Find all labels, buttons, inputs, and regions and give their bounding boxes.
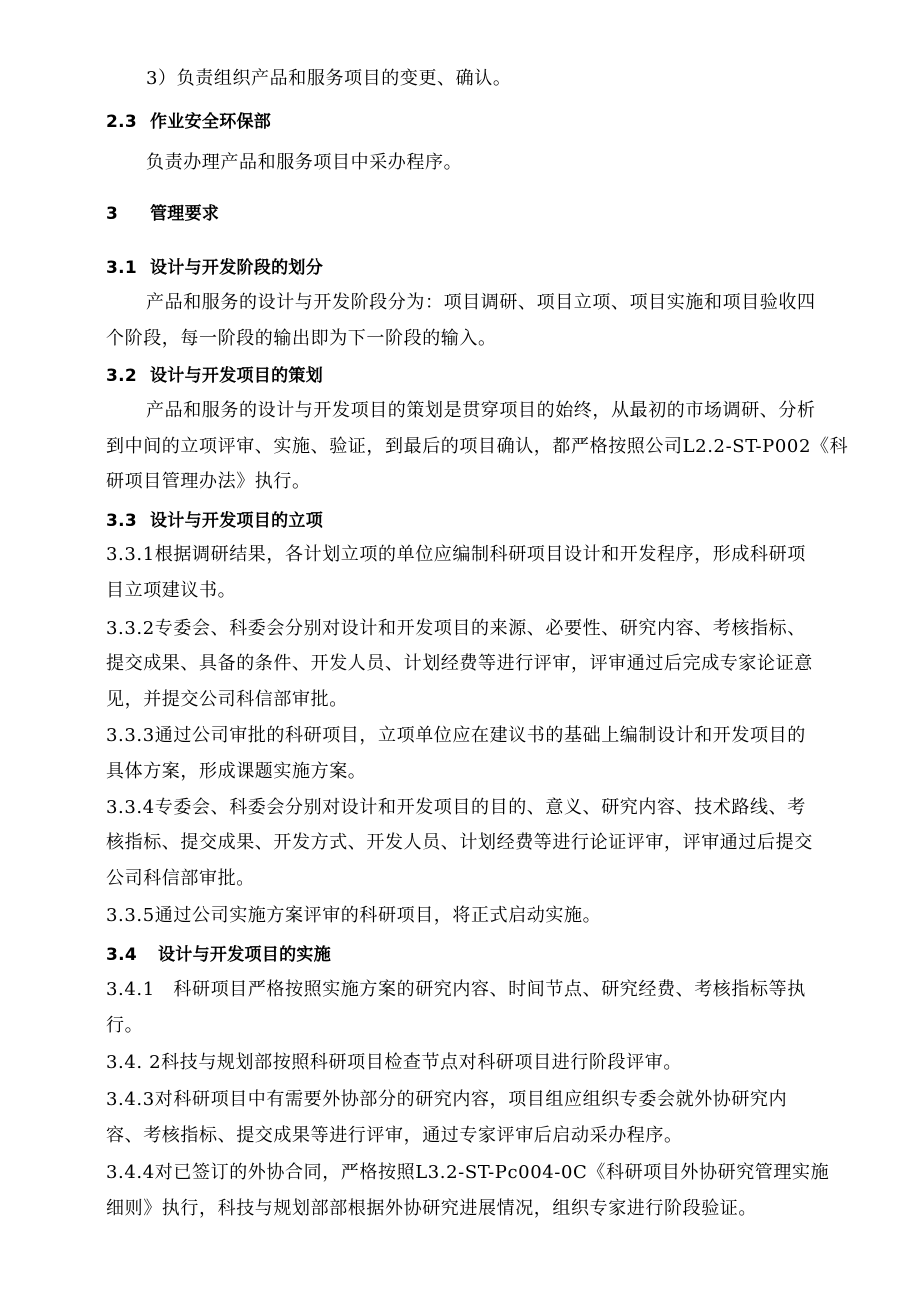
paragraph-line: 到中间的立项评审、实施、验证，到最后的项目确认，都严格按照公司L2.2-ST-P002《科 bbox=[106, 436, 849, 457]
paragraph-line: 3.4.1 科研项目严格按照实施方案的研究内容、时间节点、研究经费、考核指标等执 bbox=[106, 979, 806, 1000]
section-heading-3-4 bbox=[106, 943, 331, 967]
paragraph-line: 负责办理产品和服务项目中采办程序。 bbox=[146, 152, 463, 173]
paragraph-line: 行。 bbox=[106, 1015, 144, 1036]
heading-title: 作业安全环保部 bbox=[150, 112, 272, 132]
heading-title: 设计与开发项目的策划 bbox=[150, 366, 323, 386]
paragraph-line: 个阶段，每一阶段的输出即为下一阶段的输入。 bbox=[106, 328, 497, 349]
paragraph-line: 提交成果、具备的条件、开发人员、计划经费等进行评审，评审通过后完成专家论证意 bbox=[106, 653, 813, 674]
paragraph-line: 公司科信部审批。 bbox=[106, 868, 255, 889]
paragraph-line: 3.3.2专委会、科委会分别对设计和开发项目的来源、必要性、研究内容、考核指标、 bbox=[106, 618, 806, 639]
paragraph-line: 产品和服务的设计与开发阶段分为：项目调研、项目立项、项目实施和项目验收四 bbox=[146, 292, 816, 313]
heading-title: 设计与开发阶段的划分 bbox=[150, 258, 323, 278]
paragraph-line: 目立项建议书。 bbox=[106, 580, 237, 601]
paragraph-line: 见，并提交公司科信部审批。 bbox=[106, 689, 348, 710]
heading-number: 3.4 bbox=[106, 945, 138, 965]
heading-title: 管理要求 bbox=[150, 204, 220, 224]
heading-number: 3 bbox=[106, 204, 119, 224]
section-heading-3-3 bbox=[106, 509, 323, 533]
paragraph-line: 产品和服务的设计与开发项目的策划是贯穿项目的始终，从最初的市场调研、分析 bbox=[146, 400, 816, 421]
paragraph-line: 3.4. 2科技与规划部按照科研项目检查节点对科研项目进行阶段评审。 bbox=[106, 1052, 682, 1073]
heading-title: 设计与开发项目的实施 bbox=[158, 945, 331, 965]
section-heading-3-1 bbox=[106, 256, 323, 280]
paragraph-line: 细则》执行，科技与规划部部根据外协研究进展情况，组织专家进行阶段验证。 bbox=[106, 1198, 757, 1219]
paragraph-line: 3.4.3对科研项目中有需要外协部分的研究内容，项目组应组织专委会就外协研究内 bbox=[106, 1089, 788, 1110]
list-item: 3）负责组织产品和服务项目的变更、确认。 bbox=[146, 68, 512, 89]
section-heading-2-3 bbox=[106, 110, 271, 134]
paragraph-line: 容、考核指标、提交成果等进行评审，通过专家评审后启动采办程序。 bbox=[106, 1125, 683, 1146]
paragraph-line: 3.3.1根据调研结果，各计划立项的单位应编制科研项目设计和开发程序，形成科研项 bbox=[106, 544, 806, 565]
heading-number: 3.1 bbox=[106, 258, 138, 278]
heading-number: 2.3 bbox=[106, 112, 138, 132]
heading-title: 设计与开发项目的立项 bbox=[150, 511, 323, 531]
paragraph-line: 3.3.3通过公司审批的科研项目，立项单位应在建议书的基础上编制设计和开发项目的 bbox=[106, 725, 806, 746]
heading-number: 3.3 bbox=[106, 511, 138, 531]
paragraph-line: 3.3.5通过公司实施方案评审的科研项目，将正式启动实施。 bbox=[106, 905, 602, 926]
section-heading-3 bbox=[106, 202, 219, 226]
paragraph-line: 3.4.4对已签订的外协合同，严格按照L3.2-ST-Pc004-0C《科研项目外协研究管理实施 bbox=[106, 1162, 830, 1183]
section-heading-3-2 bbox=[106, 364, 323, 388]
heading-number: 3.2 bbox=[106, 366, 138, 386]
paragraph-line: 研项目管理办法》执行。 bbox=[106, 471, 311, 492]
paragraph-line: 核指标、提交成果、开发方式、开发人员、计划经费等进行论证评审，评审通过后提交 bbox=[106, 832, 813, 853]
paragraph-line: 3.3.4专委会、科委会分别对设计和开发项目的目的、意义、研究内容、技术路线、考 bbox=[106, 797, 806, 818]
paragraph-line: 具体方案，形成课题实施方案。 bbox=[106, 761, 367, 782]
